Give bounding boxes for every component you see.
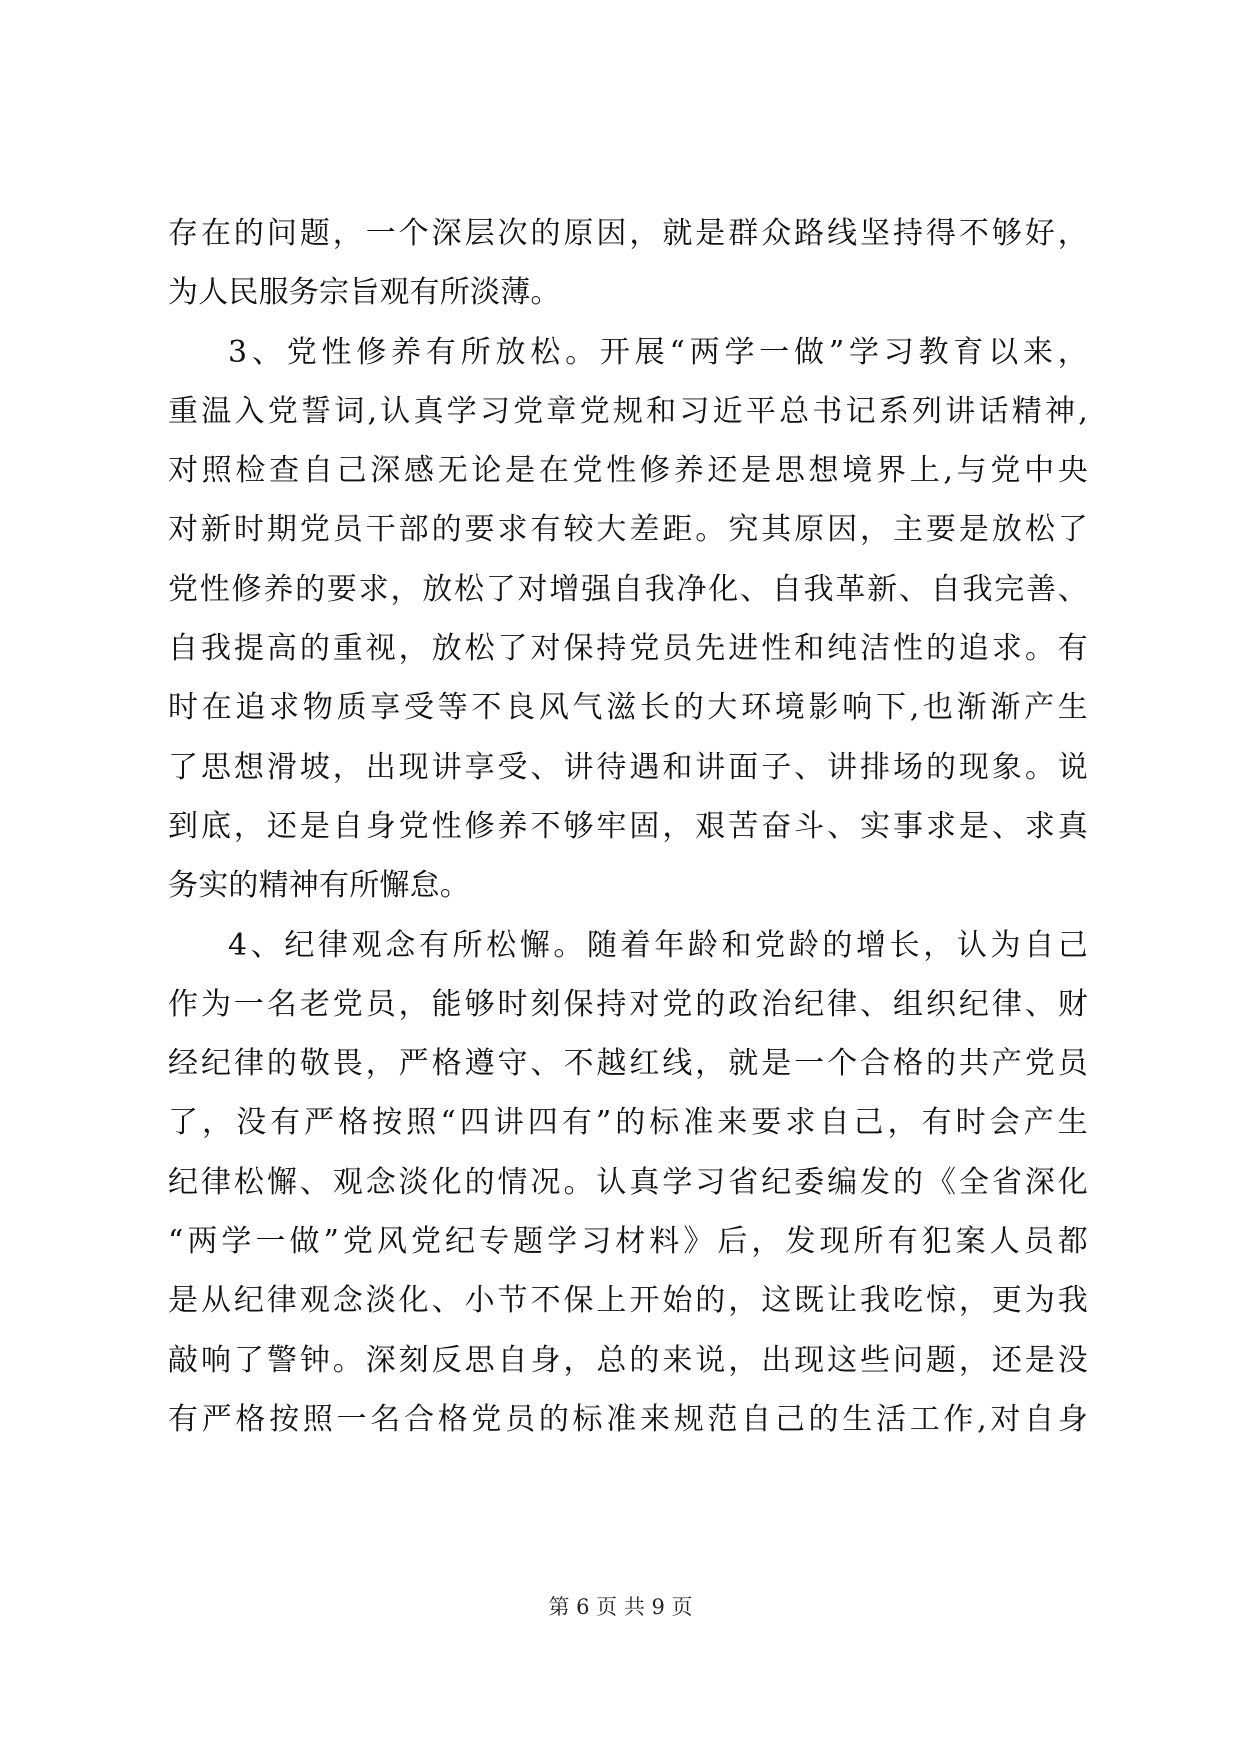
text-line: 经纪律的敬畏，严格遵守、不越红线，就是一个合格的共产党员 bbox=[168, 1046, 1088, 1082]
paragraph-heading-line: 3、党性修养有所放松。开展“两学一做”学习教育以来， bbox=[228, 334, 1088, 370]
paragraph-heading-line: 4、纪律观念有所松懈。随着年龄和党龄的增长，认为自己 bbox=[228, 927, 1088, 963]
text-line: 是从纪律观念淡化、小节不保上开始的，这既让我吃惊，更为我 bbox=[168, 1283, 1088, 1319]
text-line: 对照检查自己深感无论是在党性修养还是思想境界上,与党中央 bbox=[168, 453, 1088, 489]
text-line: 存在的问题，一个深层次的原因，就是群众路线坚持得不够好， bbox=[168, 216, 1088, 251]
text-line: 为人民服务宗旨观有所淡薄。 bbox=[168, 275, 561, 311]
page-number-footer: 第 6 页 共 9 页 bbox=[548, 1595, 693, 1619]
text-line: “两学一做”党风党纪专题学习材料》后，发现所有犯案人员都 bbox=[168, 1224, 1088, 1260]
text-line: 敲响了警钟。深刻反思自身，总的来说，出现这些问题，还是没 bbox=[168, 1342, 1088, 1378]
text-line: 对新时期党员干部的要求有较大差距。究其原因，主要是放松了 bbox=[168, 512, 1088, 548]
text-line: 了，没有严格按照“四讲四有”的标准来要求自己，有时会产生 bbox=[168, 1105, 1088, 1141]
text-line: 党性修养的要求，放松了对增强自我净化、自我革新、自我完善、 bbox=[168, 571, 1088, 607]
body-text bbox=[168, 204, 1088, 1449]
text-line: 纪律松懈、观念淡化的情况。认真学习省纪委编发的《全省深化 bbox=[168, 1164, 1088, 1200]
text-line: 务实的精神有所懈怠。 bbox=[168, 868, 470, 904]
text-line: 时在追求物质享受等不良风气滋长的大环境影响下,也渐渐产生 bbox=[168, 690, 1088, 726]
text-line: 作为一名老党员，能够时刻保持对党的政治纪律、组织纪律、财 bbox=[168, 986, 1088, 1022]
text-line: 到底，还是自身党性修养不够牢固，艰苦奋斗、实事求是、求真 bbox=[168, 808, 1088, 844]
text-line: 自我提高的重视，放松了对保持党员先进性和纯洁性的追求。有 bbox=[168, 631, 1088, 667]
text-line: 了思想滑坡，出现讲享受、讲待遇和讲面子、讲排场的现象。说 bbox=[168, 749, 1088, 785]
text-line: 重温入党誓词,认真学习党章党规和习近平总书记系列讲话精神, bbox=[168, 393, 1088, 429]
text-line: 有严格按照一名合格党员的标准来规范自己的生活工作,对自身 bbox=[168, 1401, 1088, 1437]
